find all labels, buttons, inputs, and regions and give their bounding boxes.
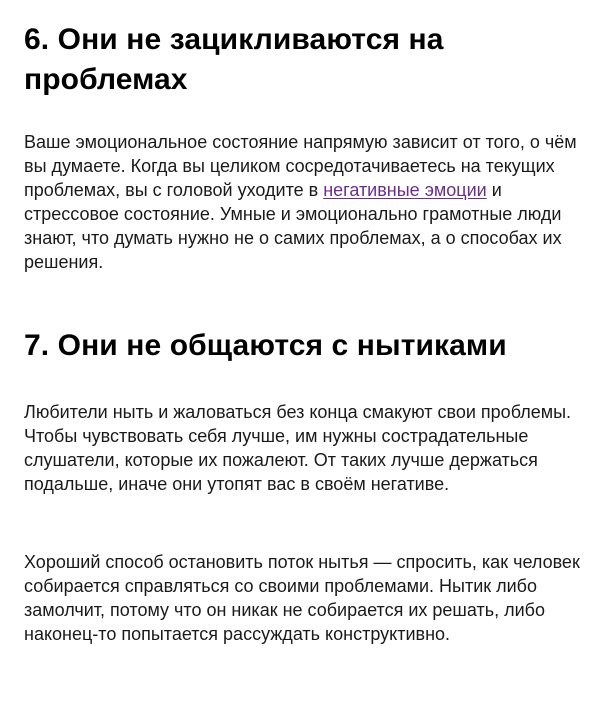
paragraph-text-before-link: Ваше эмоциональное состояние напрямую зависит от того, о чём вы думаете. Когда вы целиком сосредотачиваетесь на текущих проблемах, вы с головой уходите в	[24, 132, 577, 200]
negative-emotions-link[interactable]: негативные эмоции	[323, 180, 487, 200]
paragraph-text-after-link: и стрессовое состояние. Умные и эмоционально грамотные люди знают, что думать нужно не о самих проблемах, а о способах их решения.	[24, 180, 562, 272]
section-heading-7: 7. Они не общаются с нытиками	[24, 329, 507, 362]
section-6-paragraph	[24, 130, 584, 274]
section-7-paragraph-1: Любители ныть и жаловаться без конца смакуют свои проблемы. Чтобы чувствовать себя лучше, им нужны сострадательные слушатели, которые их пожалеют. От таких лучше держаться подальше, иначе они утопят вас в своём негативе.	[24, 402, 572, 494]
section-7-paragraph-2: Хороший способ остановить поток нытья — спросить, как человек собирается справляться со своими проблемами. Нытик либо замолчит, потому что он никак не собирается их решать, либо наконец-то попытается рассуждать конструктивно.	[24, 552, 580, 644]
section-heading-6: 6. Они не зацикливаются на проблемах	[24, 23, 444, 96]
